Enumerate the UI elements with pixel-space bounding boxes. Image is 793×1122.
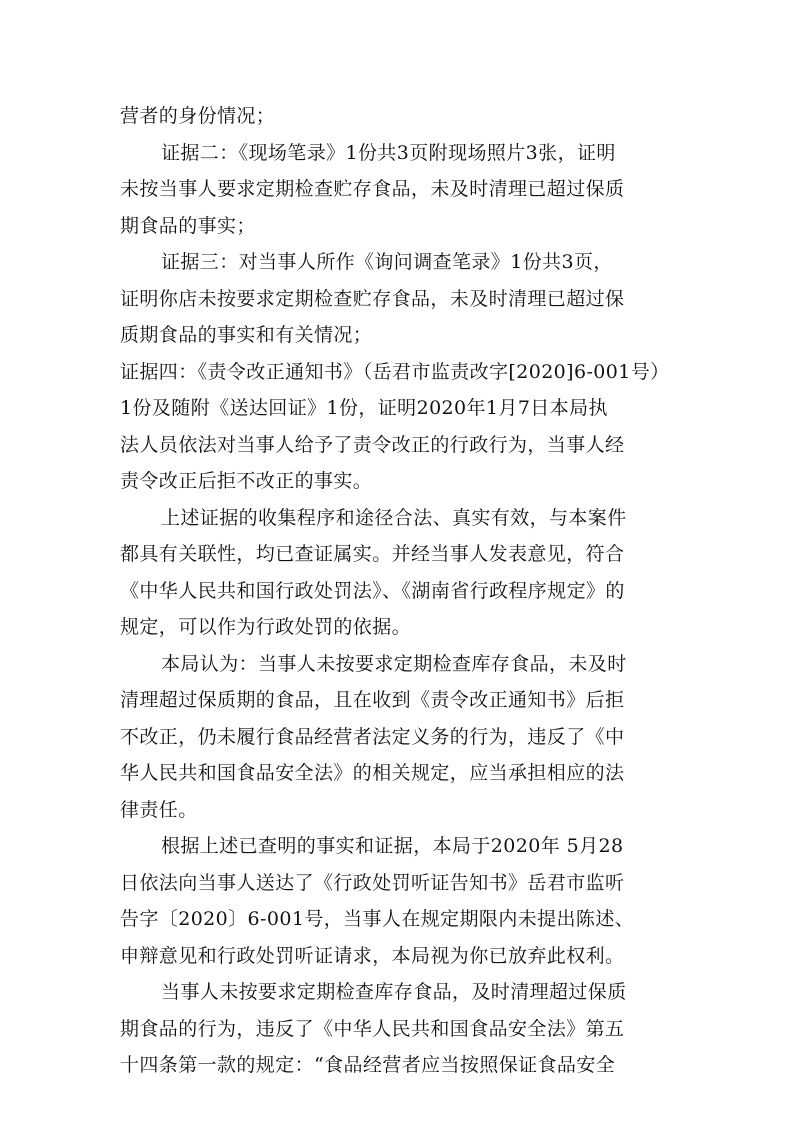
text-line: 十四条第一款的规定：“食品经营者应当按照保证食品安全: [120, 1054, 616, 1076]
text-line: 申辩意见和行政处罚听证请求，本局视为你已放弃此权利。: [120, 945, 625, 967]
text-line: 日依法向当事人送达了《行政处罚听证告知书》岳君市监听: [120, 872, 625, 894]
text-line: 都具有关联性，均已查证属实。并经当事人发表意见，符合: [120, 543, 625, 565]
text-line: 告字〔2020〕6-001号，当事人在规定期限内未提出陈述、: [120, 908, 635, 930]
text-line: 上述证据的收集程序和途径合法、真实有效，与本案件: [161, 507, 627, 529]
text-line: 证据四：《责令改正通知书》（岳君市监责改字[2020]6-001号）: [120, 361, 670, 383]
text-line: 根据上述已查明的事实和证据，本局于2020年 5月28: [161, 835, 624, 857]
text-line: 证据三：对当事人所作《询问调查笔录》1份共3页，: [161, 251, 613, 273]
text-line: 营者的身份情况；: [120, 105, 276, 127]
text-line: 期食品的行为，违反了《中华人民共和国食品安全法》第五: [120, 1018, 625, 1040]
text-line: 规定，可以作为行政处罚的依据。: [120, 616, 412, 638]
text-line: 责令改正后拒不改正的事实。: [120, 470, 373, 492]
text-line: 未按当事人要求定期检查贮存食品，未及时清理已超过保质: [120, 178, 625, 200]
text-line: 清理超过保质期的食品，且在收到《责令改正通知书》后拒: [120, 689, 625, 711]
text-line: 1份及随附《送达回证》1份，证明2020年1月7日本局执: [120, 397, 608, 419]
text-line: 法人员依法对当事人给予了责令改正的行政行为，当事人经: [120, 434, 625, 456]
text-line: 质期食品的事实和有关情况；: [120, 324, 373, 346]
text-line: 律责任。: [120, 799, 198, 821]
text-line: 证据二：《现场笔录》1份共3页附现场照片3张，证明: [161, 142, 616, 164]
text-line: 期食品的事实；: [120, 215, 256, 237]
text-line: 本局认为：当事人未按要求定期检查库存食品，未及时: [161, 653, 627, 675]
text-line: 华人民共和国食品安全法》的相关规定，应当承担相应的法: [120, 762, 625, 784]
text-line: 不改正，仍未履行食品经营者法定义务的行为，违反了《中: [120, 726, 625, 748]
text-line: 当事人未按要求定期检查库存食品，及时清理超过保质: [161, 981, 627, 1003]
text-line: 证明你店未按要求定期检查贮存食品，未及时清理已超过保: [120, 288, 625, 310]
text-line: 《中华人民共和国行政处罚法》、《湖南省行政程序规定》的: [120, 580, 625, 602]
